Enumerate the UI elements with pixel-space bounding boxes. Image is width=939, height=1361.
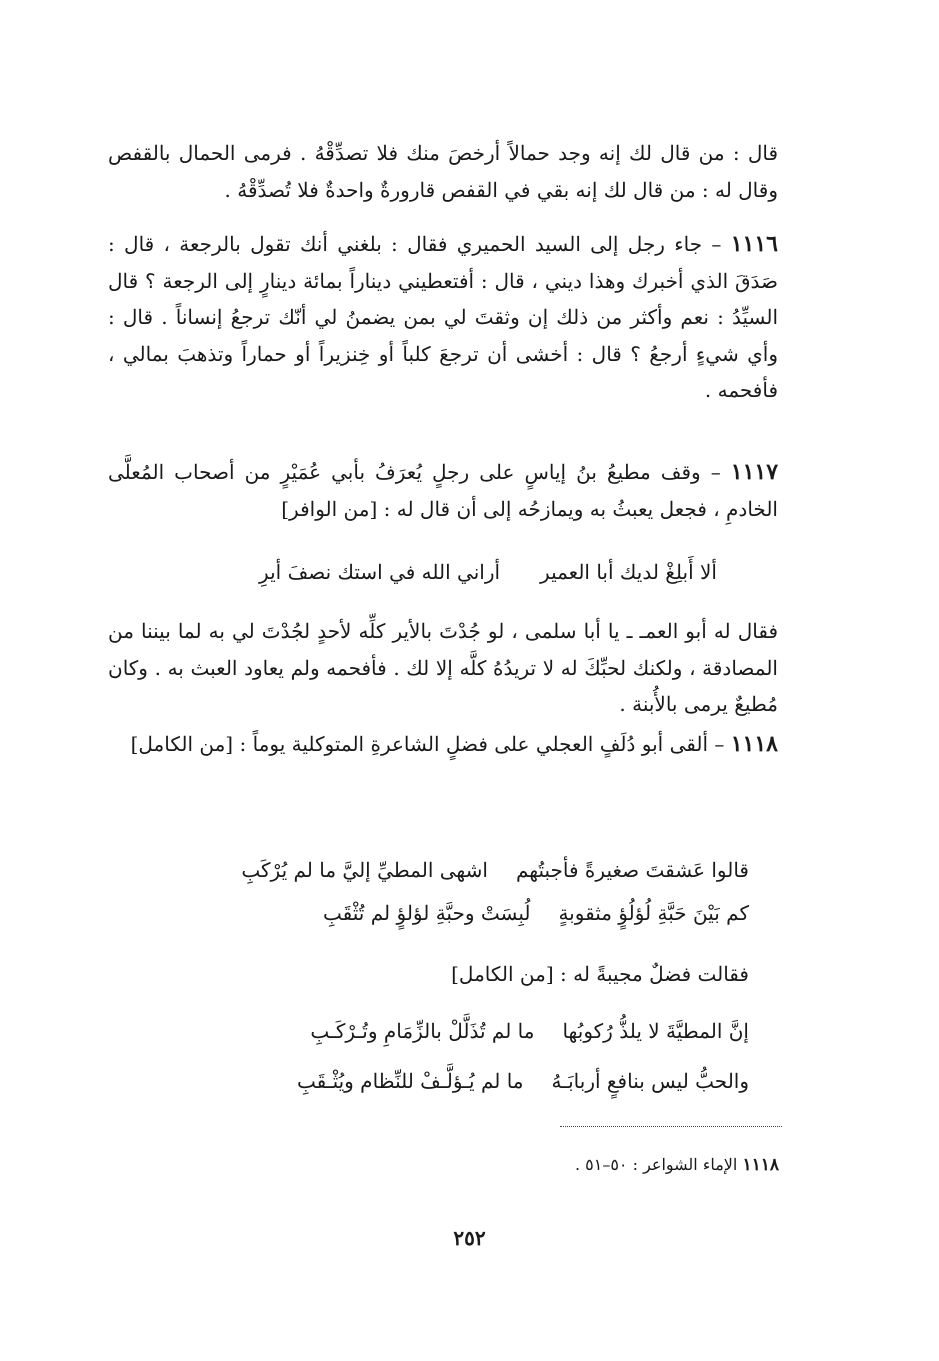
entry-number: ١١١٧ [730, 459, 779, 485]
page-number: ٢٥٢ [453, 1226, 486, 1250]
verse-first-hemistich: والحبُّ ليس بنافعٍ أربابَـهُ [551, 1069, 749, 1093]
verse-line [241, 852, 749, 888]
entry-text: – ألقى أبو دُلَفٍ العجلي على فضلٍ الشاعرةِ المتوكلية يوماً : [من الكامل] [130, 732, 725, 756]
verse-second-hemistich: أراني الله في استك نصفَ أيرِ [259, 560, 501, 584]
verse-second-hemistich: ما لم يُـؤلَّـفْ للنِّظام ويُثْـقَبِ [296, 1069, 524, 1093]
entry-text: – وقف مطيعُ بنُ إياسٍ على رجلٍ يُعرَفُ بأبي عُمَيْرٍ من أصحاب المُعلَّى الخادمِ ، فجعل يعبثُ به ويمازحُه إلى أن قال له : [من الوافر] [108, 460, 778, 521]
verse-second-hemistich: لُبِسَتْ وحبَّةِ لؤلؤٍ لم تُثْقَبِ [323, 901, 531, 925]
entry-number: ١١١٦ [730, 231, 778, 257]
footnote-number: ١١١٨ [742, 1155, 779, 1175]
verse-first-hemistich: ألا أَبلِغْ لديك أبا العمير [540, 560, 717, 584]
entry-1118 [108, 726, 778, 763]
verse-line [323, 895, 749, 931]
verse-line [297, 1063, 749, 1099]
verse-first-hemistich: إنَّ المطيَّةَ لا يلذُّ رُكوبُها [562, 1019, 749, 1043]
paragraph-continuation: قال : من قال لك إنه وجد حمالاً أرخصَ منك فلا تصدِّقْهُ . فرمى الحمال بالقفص وقال له : من قال لك إنه بقي في القفص قارورةٌ واحدةٌ فلا تُصدِّقْهُ . [108, 141, 778, 202]
verse-second-hemistich: ما لم تُذَلَّلْ بالزِّمَامِ وتُـرْكَـبِ [310, 1019, 535, 1043]
entry-number: ١١١٨ [730, 731, 778, 757]
entry-1117 [108, 454, 778, 527]
footnote [575, 1152, 779, 1178]
verse-second-hemistich: اشهى المطيِّ إليَّ ما لم يُرْكَبِ [241, 858, 488, 882]
footnote-divider [560, 1126, 782, 1127]
reply-intro: فقالت فضلٌ مجيبةً له : [من الكامل] [451, 962, 749, 986]
verse-first-hemistich: كم بَيْنَ حَبَّةِ لُؤلُؤٍ مثقوبةٍ [558, 901, 749, 925]
verse-line [310, 1013, 749, 1049]
entry-text: – جاء رجل إلى السيد الحميري فقال : بلغني أنك تقول بالرجعة ، قال : صَدَقَ الذي أخبرك وهذا ديني ، قال : أفتعطيني ديناراً بمائة دينارٍ إلى الرجعة ؟ قال السيِّدُ : نعم وأكثر من ذلك إن وثقتَ لي بمن يضمنُ لي أنّك ترجعُ إنساناً . قال : وأي شيءٍ أرجعُ ؟ قال : أخشى أن ترجعَ كلباً أو خِنزيراً أو حماراً وتذهبَ بمالي ، فأفحمه . [108, 232, 778, 402]
verse-first-hemistich: قالوا عَشقتَ صغيرةً فأجبتُهم [515, 858, 749, 882]
footnote-text: الإماء الشواعر : ٥٠–٥١ . [574, 1155, 738, 1174]
verse-line [259, 554, 717, 590]
entry-1117-reply: فقال له أبو العمـ ـ يا أبا سلمى ، لو جُدْتَ بالأير كلِّه لأحدٍ لجُدْتَ لي به لما بيننا من المصادقة ، ولكنك لحبِّكَ له لا تريدُهُ كلَّه إلا لك . فأفحمه ولم يعاود العبث به . وكان مُطيعٌ يرمى بالأُبنة . [108, 619, 778, 716]
entry-1116 [108, 226, 778, 409]
